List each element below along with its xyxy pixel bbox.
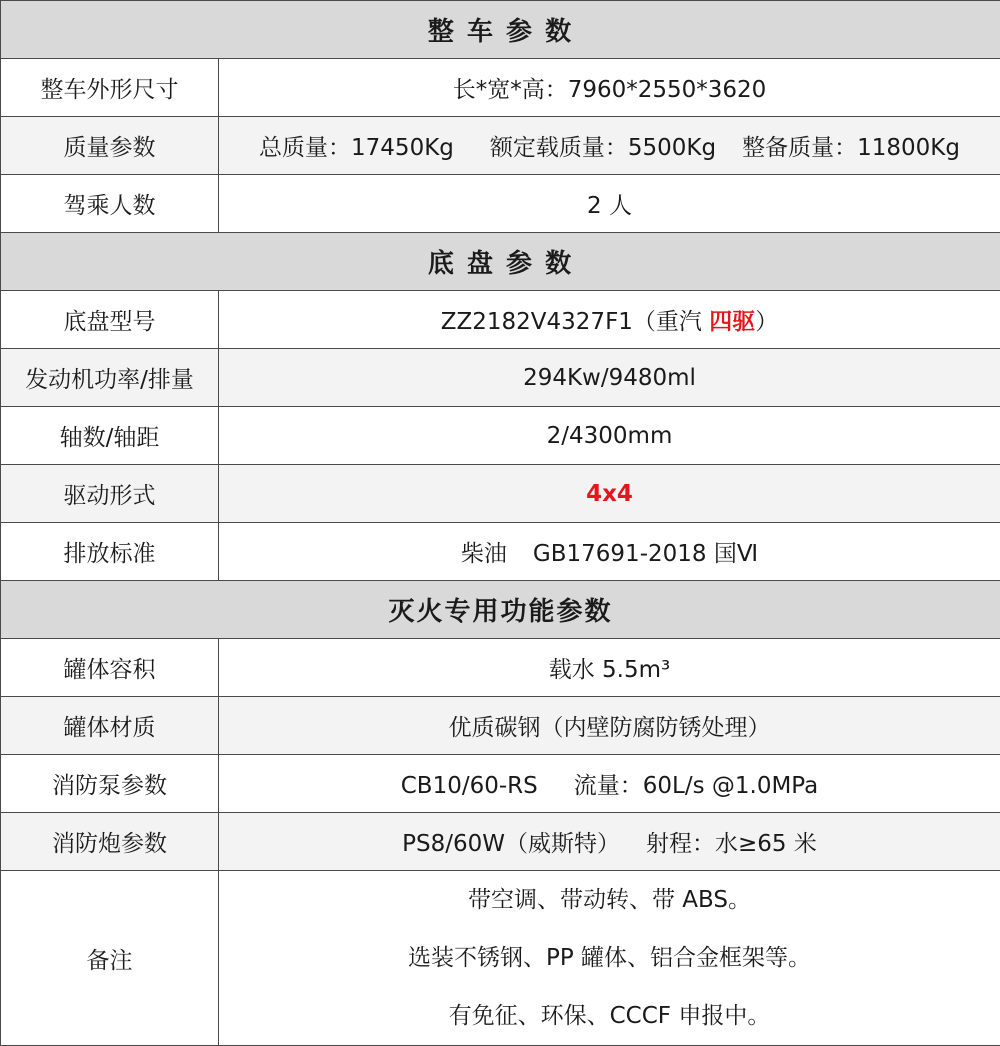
row-label: 驾乘人数 (1, 175, 219, 233)
table-row-axle (1, 407, 1000, 465)
row-value: 294Kw/9480ml (219, 349, 1000, 407)
row-value: 2 人 (219, 175, 1000, 233)
table-row-notes (1, 871, 1000, 1046)
chassis-model-suffix: ） (755, 309, 778, 335)
row-value (219, 291, 1000, 349)
row-label: 罐体材质 (1, 697, 219, 755)
section-header-firefighting (1, 581, 1000, 639)
cannon-model: PS8/60W（威斯特） (402, 831, 620, 857)
row-label: 驱动形式 (1, 465, 219, 523)
table-row-dimensions (1, 59, 1000, 117)
section-title-text: 灭火专用功能参数 (388, 597, 612, 627)
curb-mass: 整备质量：11800Kg (742, 135, 960, 161)
pump-model: CB10/60-RS (401, 773, 538, 799)
table-row-tank-material (1, 697, 1000, 755)
cannon-range: 射程：水≥65 米 (646, 831, 817, 857)
table-row-pump (1, 755, 1000, 813)
row-label: 消防炮参数 (1, 813, 219, 871)
rated-load-mass: 额定载质量：5500Kg (490, 135, 716, 161)
row-label: 备注 (1, 871, 219, 1046)
row-label: 消防泵参数 (1, 755, 219, 813)
row-value: 载水 5.5m³ (219, 639, 1000, 697)
row-label: 质量参数 (1, 117, 219, 175)
chassis-model-text: ZZ2182V4327F1（重汽 (441, 309, 702, 335)
note-line: 有免征、环保、CCCF 申报中。 (219, 987, 1000, 1045)
note-line: 选装不锈钢、PP 罐体、铝合金框架等。 (219, 929, 1000, 987)
row-label: 排放标准 (1, 523, 219, 581)
row-label: 底盘型号 (1, 291, 219, 349)
row-label: 整车外形尺寸 (1, 59, 219, 117)
table-row-cannon (1, 813, 1000, 871)
section-title-text: 整 车 参 数 (428, 17, 573, 47)
section-title-text: 底 盘 参 数 (428, 249, 573, 279)
row-value (219, 813, 1000, 871)
table-row-engine (1, 349, 1000, 407)
total-mass: 总质量：17450Kg (259, 135, 454, 161)
four-wheel-drive-highlight: 四驱 (709, 309, 755, 335)
table-row-passengers (1, 175, 1000, 233)
section-title-vehicle (1, 1, 1000, 59)
emission-standard: GB17691-2018 国Ⅵ (533, 541, 758, 567)
row-value-notes (219, 871, 1000, 1046)
row-value (219, 523, 1000, 581)
section-header-chassis (1, 233, 1000, 291)
note-line: 带空调、带动转、带 ABS。 (219, 871, 1000, 929)
table-row-emission (1, 523, 1000, 581)
row-value: 长*宽*高：7960*2550*3620 (219, 59, 1000, 117)
row-label: 发动机功率/排量 (1, 349, 219, 407)
fuel-type: 柴油 (461, 541, 507, 567)
table-row-mass (1, 117, 1000, 175)
row-value (219, 755, 1000, 813)
section-title-firefighting (1, 581, 1000, 639)
row-value-drive: 4x4 (219, 465, 1000, 523)
pump-flow: 流量：60L/s @1.0MPa (574, 773, 818, 799)
row-value: 2/4300mm (219, 407, 1000, 465)
row-value: 优质碳钢（内壁防腐防锈处理） (219, 697, 1000, 755)
section-header-vehicle (1, 1, 1000, 59)
table-row-drive (1, 465, 1000, 523)
table-row-tank-volume (1, 639, 1000, 697)
row-label: 罐体容积 (1, 639, 219, 697)
row-value (219, 117, 1000, 175)
section-title-chassis (1, 233, 1000, 291)
row-label: 轴数/轴距 (1, 407, 219, 465)
table-row-chassis-model (1, 291, 1000, 349)
